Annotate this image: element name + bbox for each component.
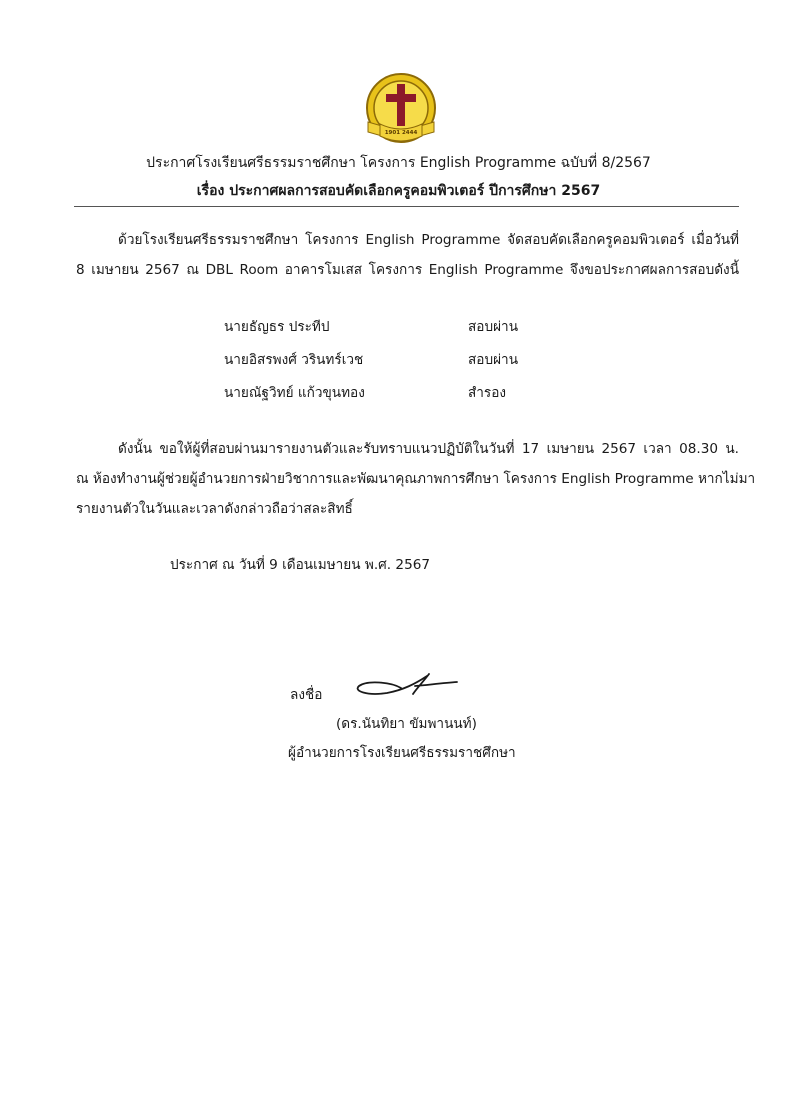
candidate-name: นายธัญธร ประทีป	[224, 319, 330, 335]
intro-line-2: 8 เมษายน 2567 ณ DBL Room อาคารโมเสส โครงการ English Programme จึงขอประกาศผลการสอบดังนี้	[76, 262, 739, 278]
announcement-heading: ประกาศโรงเรียนศรีธรรมราชศึกษา โครงการ English Programme ฉบับที่ 8/2567	[146, 155, 651, 171]
candidate-status: สอบผ่าน	[468, 352, 518, 368]
school-seal-icon	[362, 70, 440, 150]
candidate-name: นายณัฐวิทย์ แก้วขุนทอง	[224, 385, 365, 401]
signature-label: ลงชื่อ	[290, 687, 323, 703]
seal-year-text: 1901 2444	[384, 130, 418, 136]
instructions-line-2: ณ ห้องทำงานผู้ช่วยผู้อำนวยการฝ่ายวิชาการและพัฒนาคุณภาพการศึกษา โครงการ English Programme หากไม่มา	[76, 471, 756, 487]
signature-scribble-icon	[353, 668, 461, 702]
signatory-position: ผู้อำนวยการโรงเรียนศรีธรรมราชศึกษา	[288, 745, 516, 761]
candidate-name: นายอิสรพงศ์ วรินทร์เวช	[224, 352, 364, 368]
signatory-name: (ดร.นันทิยา ขัมพานนท์)	[336, 716, 477, 732]
candidate-status: สอบผ่าน	[468, 319, 518, 335]
announcement-date: ประกาศ ณ วันที่ 9 เดือนเมษายน พ.ศ. 2567	[170, 557, 431, 573]
instructions-line-3: รายงานตัวในวันและเวลาดังกล่าวถือว่าสละสิทธิ์	[76, 501, 353, 517]
header-divider	[74, 206, 739, 207]
instructions-line-1: ดังนั้น ขอให้ผู้ที่สอบผ่านมารายงานตัวและรับทราบแนวปฏิบัติในวันที่ 17 เมษายน 2567 เวลา 08.30 น.	[118, 441, 739, 457]
intro-line-1: ด้วยโรงเรียนศรีธรรมราชศึกษา โครงการ English Programme จัดสอบคัดเลือกครูคอมพิวเตอร์ เมื่อวันที่	[118, 232, 739, 248]
announcement-subject: เรื่อง ประกาศผลการสอบคัดเลือกครูคอมพิวเตอร์ ปีการศึกษา 2567	[196, 183, 601, 199]
candidate-status: สำรอง	[468, 385, 507, 401]
